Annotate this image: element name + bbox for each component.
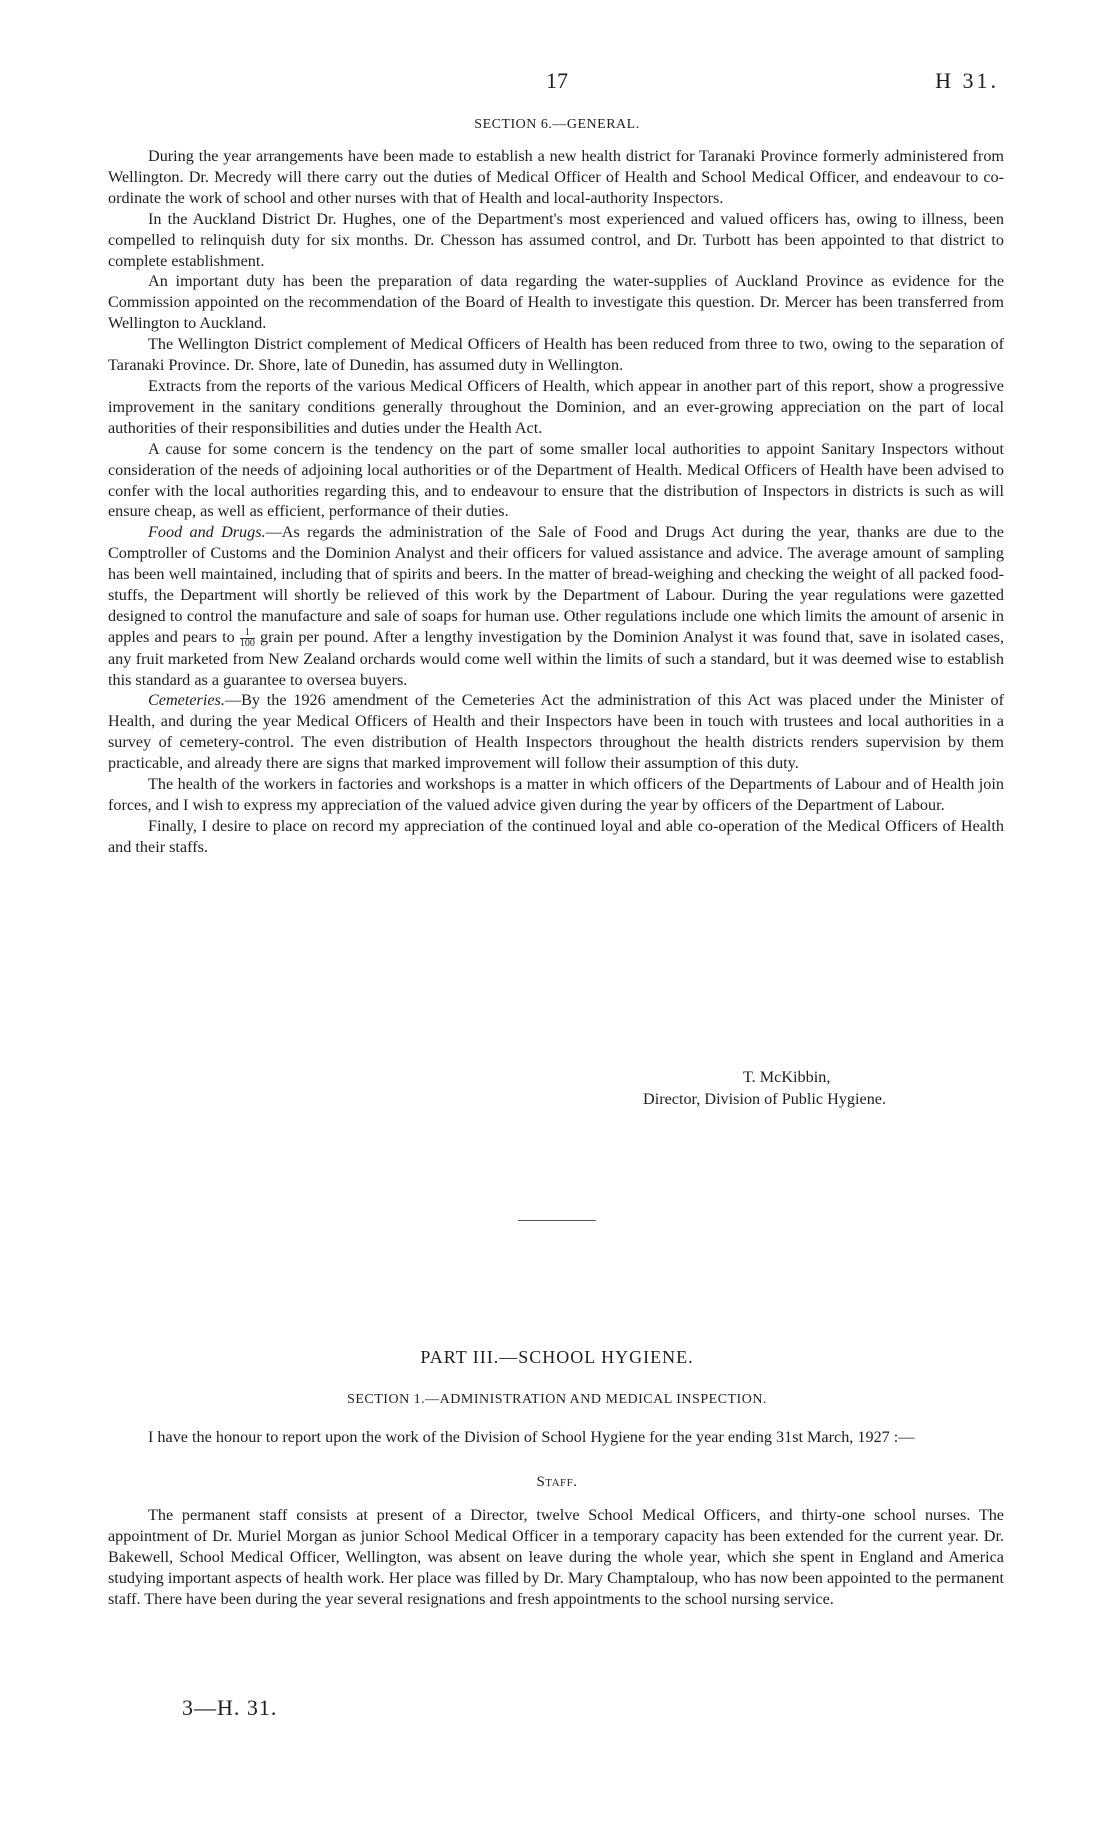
food-and-drugs-text-continued: grain per pound. After a lengthy investigation by the Dominion Analyst it was found that, save in isolated cases, any fruit marketed from New Zealand orchards would come well within the limits of such a standard, but it was deemed wise to establish this standard as a guarantee to oversea buyers. (108, 627, 1005, 689)
document-reference: H 31. (935, 68, 999, 93)
section-heading-administration: SECTION 1.—ADMINISTRATION AND MEDICAL INSPECTION. (347, 1392, 767, 1407)
fraction-numerator: 1 (240, 628, 255, 639)
intro-paragraph: I have the honour to report upon the work of the Division of School Hygiene for the year ending 31st March, 1927 :— (148, 1428, 915, 1446)
general-section-body (108, 146, 1004, 858)
paragraph: In the Auckland District Dr. Hughes, one of the Department's most experienced and valued officers has, owing to illness, been compelled to relinquish duty for six months. Dr. Chesson has assumed control, and Dr. Turbott has been appointed to that district to complete establishment. (108, 209, 1004, 270)
part-heading: PART III.—SCHOOL HYGIENE. (420, 1347, 694, 1367)
paragraph: The health of the workers in factories and workshops is a matter in which officers of the Departments of Labour and of Health join forces, and I wish to express my appreciation of the valued advice given during the year by officers of the Department of Labour. (108, 775, 1004, 814)
paragraph: The Wellington District complement of Medical Officers of Health has been reduced from three to two, owing to the separation of Taranaki Province. Dr. Shore, late of Dunedin, has assumed duty in Wellington. (108, 335, 1004, 375)
fraction-denominator: 100 (239, 637, 255, 649)
paragraph: An important duty has been the preparation of data regarding the water-supplies of Auckland Province as evidence for the Commission appointed on the recommendation of the Board of Health to investigate this question. Dr. Mercer has been transferred from Wellington to Auckland. (108, 272, 1004, 333)
page-number: 17 (546, 68, 568, 93)
cemeteries-text: —By the 1926 amendment of the Cemeteries Act the administration of this Act was placed under the Minister of Health, and during the year Medical Officers of Health and their Inspectors have been in touch with trustees and local authorities in a survey of cemetery-control. The even distribution of Health Inspectors throughout the health districts renders supervision by them practicable, and already there are signs that marked improvement will follow their assumption of this duty. (108, 691, 1004, 773)
intro-block (108, 1427, 1004, 1448)
food-and-drugs-paragraph (108, 522, 1004, 690)
cemeteries-lead: Cemeteries. (148, 691, 225, 710)
divider (518, 1220, 596, 1221)
section-heading-general: SECTION 6.—GENERAL. (474, 117, 640, 132)
paragraph: Extracts from the reports of the various Medical Officers of Health, which appear in another part of this report, show a progressive improvement in the sanitary conditions generally throughout the Dominion, and an ever-growing appreciation on the part of local authorities of their responsibilities and duties under the Health Act. (108, 376, 1004, 437)
paragraph: Finally, I desire to place on record my appreciation of the continued loyal and able co-operation of the Medical Officers of Health and their staffs. (108, 816, 1004, 856)
food-and-drugs-text: —As regards the administration of the Sale of Food and Drugs Act during the year, thanks are due to the Comptroller of Customs and the Dominion Analyst and their officers for valued assistance and advice. The average amount of sampling has been well maintained, including that of spirits and beers. In the matter of bread-weighing and checking the weight of all packed food-stuffs, the Department will shortly be relieved of this work by the Department of Labour. During the year regulations were gazetted designed to control the manufacture and sale of soaps for human use. Other regulations include one which limits the amount of arsenic in apples and pears to (108, 523, 1004, 646)
fraction (240, 628, 255, 649)
paragraph: During the year arrangements have been made to establish a new health district for Taranaki Province formerly administered from Wellington. Dr. Mecredy will there carry out the duties of Medical Officer of Health and School Medical Officer, and endeavour to co-ordinate the work of school and other nurses with that of Health and local-authority Inspectors. (108, 147, 1004, 207)
food-and-drugs-lead: Food and Drugs. (148, 523, 266, 542)
cemeteries-paragraph (108, 690, 1004, 774)
paragraph: A cause for some concern is the tendency on the part of some smaller local authorities to appoint Sanitary Inspectors without consideration of the needs of adjoining local authorities or of the Department of Health. Medical Officers of Health have been advised to confer with the local authorities regarding this, and to endeavour to ensure that the distribution of Inspectors in districts is such as will ensure cheap, as well as efficient, performance of their duties. (108, 439, 1004, 521)
signature-title: Director, Division of Public Hygiene. (643, 1090, 887, 1108)
signature-name: T. McKibbin, (743, 1068, 831, 1086)
staff-paragraph: The permanent staff consists at present of a Director, twelve School Medical Officers, and thirty-one school nurses. The appointment of Dr. Muriel Morgan as junior School Medical Officer in a temporary capacity has been extended for the current year. Dr. Bakewell, School Medical Officer, Wellington, was absent on leave during the whole year, which she spent in England and America studying important aspects of health work. Her place was filled by Dr. Mary Champtaloup, who has now been appointed to the permanent staff. There have been during the year several resignations and fresh appointments to the school nursing service. (108, 1506, 1004, 1608)
staff-block (108, 1505, 1004, 1610)
folio: 3—H. 31. (182, 1695, 278, 1720)
staff-heading: Staff. (536, 1474, 578, 1490)
